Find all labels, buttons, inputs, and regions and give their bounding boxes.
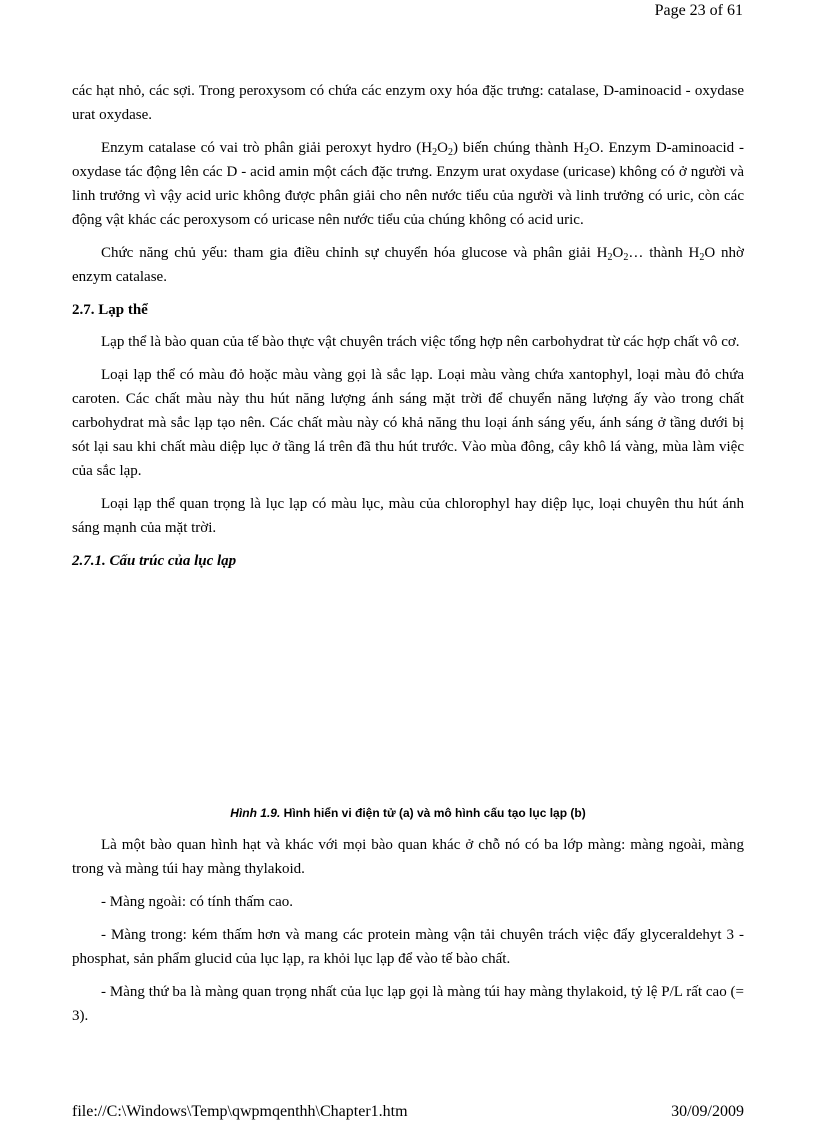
paragraph-catalase: Enzym catalase có vai trò phân giải peroxyt hydro $(H_2O_2)$ biến chúng thành $H_2O$. Enzym D-aminoacid - oxydase tác động lên các D - acid amin một cách đặc trưng. Enzym urat oxydase (uricase) không có ở người và linh trưởng vì vậy acid uric không được phân giải cho nên nước tiểu của người và linh trưởng có uric, còn các động vật khác các peroxysom có uricase nên nước tiểu của chúng không có acid uric.	[72, 140, 744, 228]
figure-caption: Hình 1.9. Hình hiển vi điện tử (a) và mô hình cấu tạo lục lạp (b)	[230, 806, 586, 820]
paragraph-inner-membrane: - Màng trong: kém thấm hơn và mang các protein màng vận tải chuyên trách việc đẩy glyceraldehyt 3 - phosphat, sản phẩm glucid của lục lạp, ra khỏi lục lạp để vào tế bào chất.	[72, 927, 744, 967]
paragraph-three-membranes: Là một bào quan hình hạt và khác với mọi bào quan khác ở chỗ nó có ba lớp màng: màng ngoài, màng trong và màng túi hay màng thylakoid.	[72, 837, 744, 877]
paragraph-main-function: Chức năng chủ yếu: tham gia điều chỉnh sự chuyển hóa glucose và phân giải $H_2O_2\dots$ thành $H_2O$ nhờ enzym catalase.	[72, 245, 744, 285]
footer-file-path: file://C:\Windows\Temp\qwpmqenthh\Chapter1.htm	[72, 1103, 408, 1120]
paragraph-chromoplast: Loại lạp thể có màu đỏ hoặc màu vàng gọi là sắc lạp. Loại màu vàng chứa xantophyl, loại màu đỏ chứa caroten. Các chất màu này thu hút năng lượng ánh sáng mặt trời để chuyển năng lượng ấy vào trong chất carbohydrat mà sắc lạp tạo nên. Các chất màu này có khả năng thu loại ánh sáng yếu, ánh sáng ở tầng dưới bị sót lại sau khi chất màu diệp lục ở tầng lá trên đã thu hút trước. Vào mùa đông, cây khô lá vàng, mùa làm việc của sắc lạp.	[72, 367, 744, 479]
paragraph-chloroplast: Loại lạp thể quan trọng là lục lạp có màu lục, màu của chlorophyl hay diệp lục, loại chuyên thu hút ánh sáng mạnh của mặt trời.	[72, 496, 744, 536]
paragraph-peroxysom-enzymes: các hạt nhỏ, các sợi. Trong peroxysom có chứa các enzym oxy hóa đặc trưng: catalase, D-aminoacid - oxydase urat oxydase.	[72, 83, 744, 123]
paragraph-outer-membrane: - Màng ngoài: có tính thấm cao.	[101, 894, 294, 910]
footer-date: 30/09/2009	[671, 1103, 744, 1120]
paragraph-plastid-definition: Lạp thể là bào quan của tế bào thực vật chuyên trách việc tổng hợp nên carbohydrat từ các hợp chất vô cơ.	[101, 334, 740, 350]
subsection-heading-chloroplast-structure: 2.7.1. Cấu trúc của lục lạp	[72, 553, 237, 569]
paragraph-thylakoid-membrane: - Màng thứ ba là màng quan trọng nhất của lục lạp gọi là màng túi hay màng thylakoid, tỷ lệ P/L rất cao (= 3).	[72, 984, 744, 1024]
section-heading-plastid: 2.7. Lạp thể	[72, 302, 148, 318]
page-number: Page 23 of 61	[654, 2, 743, 19]
figure-placeholder	[72, 573, 744, 801]
document-body	[72, 79, 744, 1037]
